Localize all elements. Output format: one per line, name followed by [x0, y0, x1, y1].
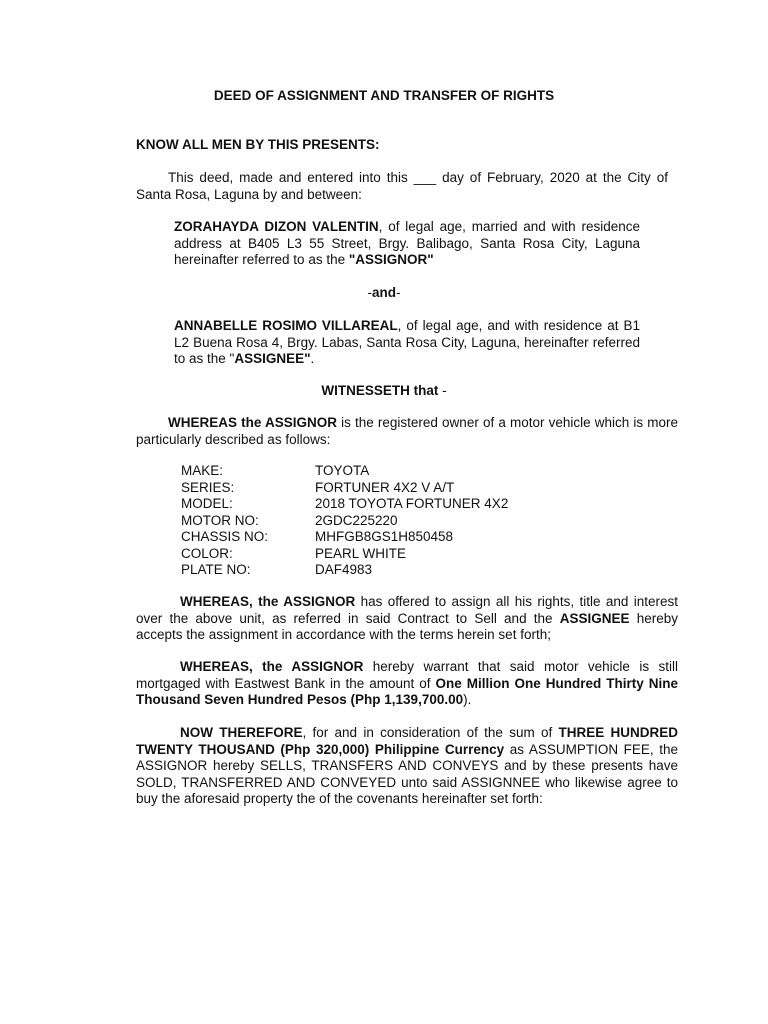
intro-paragraph: This deed, made and entered into this ___ day of February, 2020 at the City of Santa Rosa, Laguna by and between: — [136, 170, 668, 202]
whereas-owner-text: is the registered owner of a motor vehicle which is more particularly described as follows: — [136, 415, 678, 447]
whereas-offer-paragraph — [136, 594, 678, 644]
vehicle-value: 2GDC225220 — [315, 512, 398, 528]
vehicle-value: DAF4983 — [315, 562, 373, 577]
vehicle-row-make — [181, 463, 508, 480]
witnesseth-heading — [0, 383, 768, 400]
now-therefore-paragraph — [136, 725, 678, 808]
whereas-mortgage-lead: WHEREAS, the ASSIGNOR — [180, 659, 364, 674]
assignee-end: . — [310, 351, 315, 366]
witnesseth-dash: - — [438, 383, 447, 398]
whereas-offer-text: has offered to assign all his rights, title and interest over the above unit, as referred in said Contract to Sell and the — [136, 594, 678, 626]
vehicle-label: CHASSIS NO: — [181, 529, 269, 544]
vehicle-row-plate — [181, 562, 508, 579]
whereas-mortgage-paragraph — [136, 659, 678, 709]
assignor-role: "ASSIGNOR" — [348, 252, 434, 267]
and-dash-right: - — [396, 285, 401, 300]
vehicle-label: SERIES: — [181, 479, 235, 495]
vehicle-value: PEARL WHITE — [315, 545, 407, 561]
document-title: DEED OF ASSIGNMENT AND TRANSFER OF RIGHTS — [213, 88, 555, 103]
vehicle-label: MOTOR NO: — [181, 512, 259, 528]
vehicle-value: 2018 TOYOTA FORTUNER 4X2 — [315, 496, 509, 511]
assignee-role: ASSIGNEE" — [234, 351, 311, 366]
know-all-heading: KNOW ALL MEN BY THIS PRESENTS: — [136, 137, 380, 152]
vehicle-label: MAKE: — [181, 463, 224, 478]
vehicle-row-model — [181, 496, 508, 513]
assumption-fee-amount: THREE HUNDRED TWENTY THOUSAND (Php 320,000) Philippine Currency — [136, 725, 678, 757]
assignee-paragraph — [174, 318, 640, 368]
assignor-details: , of legal age, married and with residence address at B405 L3 55 Street, Brgy. Balibago, Santa Rosa City, Laguna hereinafter referred to as the — [174, 219, 640, 267]
whereas-offer-lead: WHEREAS, the ASSIGNOR — [180, 594, 356, 609]
witnesseth-text: WITNESSETH that — [321, 383, 439, 398]
vehicle-details-table — [181, 463, 508, 579]
now-therefore-text: , for and in consideration of the sum of — [302, 725, 559, 740]
vehicle-value: MHFGB8GS1H850458 — [315, 529, 454, 544]
now-therefore-text-end: as ASSUMPTION FEE, the ASSIGNOR hereby SELLS, TRANSFERS AND CONVEYS and by these presents have SOLD, TRANSFERRED AND CONVEYED unto said ASSIGNNEE who likewise agree to buy the aforesaid property the of the covenants hereinafter set forth: — [136, 741, 678, 806]
vehicle-value: TOYOTA — [315, 463, 370, 478]
vehicle-row-series — [181, 480, 508, 497]
vehicle-row-color — [181, 546, 508, 563]
whereas-owner-lead: WHEREAS the ASSIGNOR — [168, 415, 338, 430]
whereas-mortgage-text: hereby warrant that said motor vehicle is still mortgaged with Eastwest Bank in the amount of — [136, 659, 678, 691]
assignee-name: ANNABELLE ROSIMO VILLAREAL — [174, 318, 398, 333]
vehicle-label: MODEL: — [181, 496, 233, 511]
and-dash-left: - — [367, 285, 372, 300]
mortgage-amount: One Million One Hundred Thirty Nine Thousand Seven Hundred Pesos (Php 1,139,700.00 — [136, 675, 678, 707]
vehicle-row-motor — [181, 513, 508, 530]
now-therefore-lead: NOW THEREFORE — [180, 725, 303, 740]
vehicle-value: FORTUNER 4X2 V A/T — [315, 479, 455, 495]
vehicle-row-chassis — [181, 529, 508, 546]
vehicle-label: COLOR: — [181, 545, 233, 561]
assignor-name: ZORAHAYDA DIZON VALENTIN — [174, 219, 379, 234]
assignee-details: , of legal age, and with residence at B1 L2 Buena Rosa 4, Brgy. Labas, Santa Rosa City, Laguna, hereinafter referred to as the " — [174, 318, 640, 366]
whereas-offer-text-end: hereby accepts the assignment in accordance with the terms herein set forth; — [136, 610, 678, 642]
and-separator — [0, 285, 768, 302]
assignor-paragraph — [174, 219, 640, 269]
and-text: and — [371, 285, 396, 300]
whereas-offer-assignee: ASSIGNEE — [559, 610, 630, 626]
whereas-owner-paragraph — [136, 415, 678, 448]
whereas-mortgage-end: ). — [463, 692, 472, 707]
vehicle-label: PLATE NO: — [181, 562, 251, 577]
